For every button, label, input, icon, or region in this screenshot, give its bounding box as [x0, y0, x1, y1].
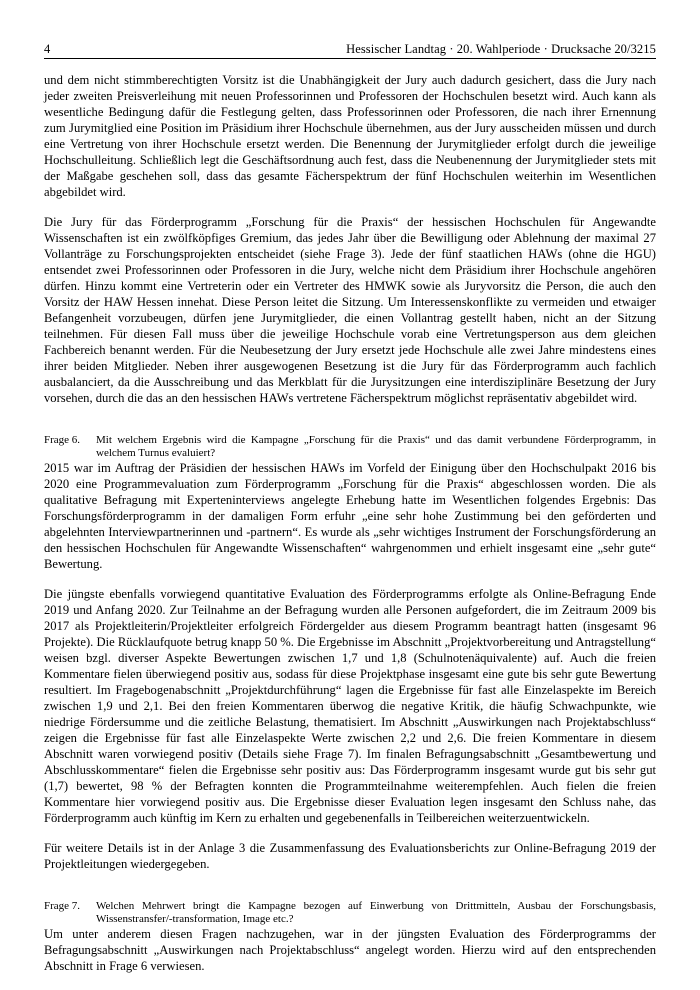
document-title: Hessischer Landtag · 20. Wahlperiode · Drucksache 20/3215 — [346, 42, 656, 56]
paragraph-jury-composition: Die Jury für das Förderprogramm „Forschung für die Praxis“ der hessischen Hochschulen für Angewandte Wissenschaften ist ein zwölfköpfiges Gremium, das jedes Jahr über die Bewilligung oder Ablehnung der maximal 27 Vollanträge zu Forschungsprojekten entscheidet (siehe Frage 3). Jede der fünf staatlichen HAWs (ohne die HGU) entsendet zwei Professorinnen oder Professoren in die Jury, welche nicht dem Präsidium ihrer Hochschule angehören dürfen. Hinzu kommt eine Vertreterin oder ein Vertreter des HMWK sowie als Juryvorsitz die Person, die auch den Vorsitz der HAW Hessen innehat. Diese Person leitet die Sitzung. Um Interessenskonflikte zu vermeiden und etwaiger Befangenheit vorzubeugen, dürfen jene Jurymitglieder, die einen Vollantrag gestellt haben, nicht an der Sitzung teilnehmen. Für diesen Fall muss über die jeweilige Hochschule vorab eine Vertretungsperson aus dem gleichen Fachbereich benannt werden. Für die Neubesetzung der Jury ersetzt jede Hochschule alle zwei Jahre mindestens eines ihrer beiden Mitglieder. Neben ihrer ausgewogenen Besetzung ist die Jury für das Förderprogramm auch fachlich ausbalanciert, da die Ausschreibung und das Merkblatt für die Jurysitzungen eine interdisziplinäre Besetzung der Jury vorsehen, durch die das an den hessischen HAWs vertretene Fächerspektrum möglichst repräsentativ abgebildet wird. — [44, 215, 656, 405]
question-6 — [44, 434, 656, 460]
question-7-text: Welchen Mehrwert bringt die Kampagne bezogen auf Einwerbung von Drittmitteln, Ausbau der Forschungsbasis, Wissenstransfer/-transformation, Image etc.? — [96, 900, 656, 925]
question-7-label: Frage 7. — [44, 900, 81, 912]
page-number: 4 — [44, 42, 51, 56]
paragraph-appendix-reference: Für weitere Details ist in der Anlage 3 die Zusammenfassung des Evaluationsberichts zur Online-Befragung 2019 der Projektleitungen wiedergegeben. — [44, 841, 656, 871]
paragraph-answer-7: Um unter anderem diesen Fragen nachzugehen, war in der jüngsten Evaluation des Förderprogramms der Befragungsabschnitt „Auswirkungen nach Projektabschluss“ angelegt worden. Hierzu wird auf den entsprechenden Abschnitt in Frage 6 verwiesen. — [44, 927, 656, 973]
question-6-label: Frage 6. — [44, 434, 81, 446]
paragraph-evaluation-online: Die jüngste ebenfalls vorwiegend quantitative Evaluation des Förderprogramms erfolgte als Online-Befragung Ende 2019 und Anfang 2020. Zur Teilnahme an der Befragung wurden alle Personen aufgefordert, die im Zeitraum 2009 bis 2017 als Projektleiterin/Projektleiter erfolgreich Fördergelder aus diesem Programm beantragt hatten (insgesamt 96 Projekte). Die Rücklaufquote betrug knapp 50 %. Die Ergebnisse im Abschnitt „Projektvorbereitung und Antragstellung“ weisen bzgl. diverser Aspekte Bewertungen zwischen 1,7 und 1,8 (Schulnotenäquivalente) auf. Auch die freien Kommentare fielen überwiegend positiv aus, sodass für diese Projektphase insgesamt eine gute bis sehr gute Bewertung resultiert. Im Fragebogenabschnitt „Projektdurchführung“ lagen die Ergebnisse für fast alle Einzelaspekte im Bereich zwischen 1,9 und 2,1. Bei den freien Kommentaren überwog die negative Kritik, die häufig Schwachpunkte, wie niedrige Fördersumme und die zeitliche Belastung, thematisiert. Im Abschnitt „Auswirkungen nach Projektabschluss“ zeigen die Ergebnisse für fast alle Einzelaspekte Werte zwischen 2,2 und 2,6. Die freien Kommentare in diesem Abschnitt waren vorwiegend positiv (Details siehe Frage 7). Im finalen Befragungsabschnitt „Gesamtbewertung und Abschlusskommentare“ fielen die Ergebnisse sehr positiv aus: Das Förderprogramm insgesamt wurde gut bis sehr gut (1,7) bewertet, 98 % der Befragten konnten die Programmteilnahme weiterempfehlen. Auch fielen die freien Kommentare hier vorwiegend positiv aus. Die Ergebnisse dieser Evaluation legen insgesamt den Schluss nahe, das Förderprogramm auch künftig im Kern zu erhalten und gegebenenfalls in Teilbereichen weiterzuentwickeln. — [44, 587, 656, 825]
paragraph-evaluation-2015: 2015 war im Auftrag der Präsidien der hessischen HAWs im Vorfeld der Einigung über den Hochschulpakt 2016 bis 2020 eine Programmevaluation zum Förderprogramm „Forschung für die Praxis“ abgeschlossen worden. Die als qualitative Befragung mit Experteninterviews angelegte Erhebung hatte im Wesentlichen folgendes Ergebnis: Das Forschungsförderprogramm in der damaligen Form erfuhr „eine sehr hohe Zustimmung bei den geförderten und abgelehnten Interviewpartnerinnen und -partnern“. Es wurde als „sehr wichtiges Instrument der Forschungsförderung an den hessischen Hochschulen für Angewandte Wissenschaften“ wahrgenommen und erhielt insgesamt eine „sehr gute“ Bewertung. — [44, 461, 656, 571]
paragraph-jury-independence: und dem nicht stimmberechtigten Vorsitz ist die Unabhängigkeit der Jury auch dadurch gesichert, dass die Jury nach jeder zweiten Preisverleihung mit neuen Professorinnen und Professoren der Hochschulen besetzt wird. Auch kann als wesentliche Bedingung dafür die Festlegung gelten, dass Professorinnen oder Professoren, die nach ihrer Ernennung zum Jurymitglied eine Position im Präsidium ihrer Hochschule übernehmen, aus der Jury ausscheiden müssen und durch eine Vertretung von ihrer Hochschule ersetzt werden. Die Benennung der Jurymitglieder erfolgt durch die jeweilige Hochschulleitung. Schließlich legt die Geschäftsordnung auch fest, dass die Neubenennung der Jurymitglieder stets mit der Maßgabe geschehen soll, dass das gesamte Fächerspektrum der fünf Hochschulen weiterhin im Wesentlichen abgebildet wird. — [44, 73, 656, 199]
page-header — [44, 40, 656, 59]
question-7 — [44, 900, 656, 926]
question-6-text: Mit welchem Ergebnis wird die Kampagne „Forschung für die Praxis“ und das damit verbundene Förderprogramm, in welchem Turnus evaluiert? — [96, 434, 656, 459]
page-content — [44, 72, 656, 974]
